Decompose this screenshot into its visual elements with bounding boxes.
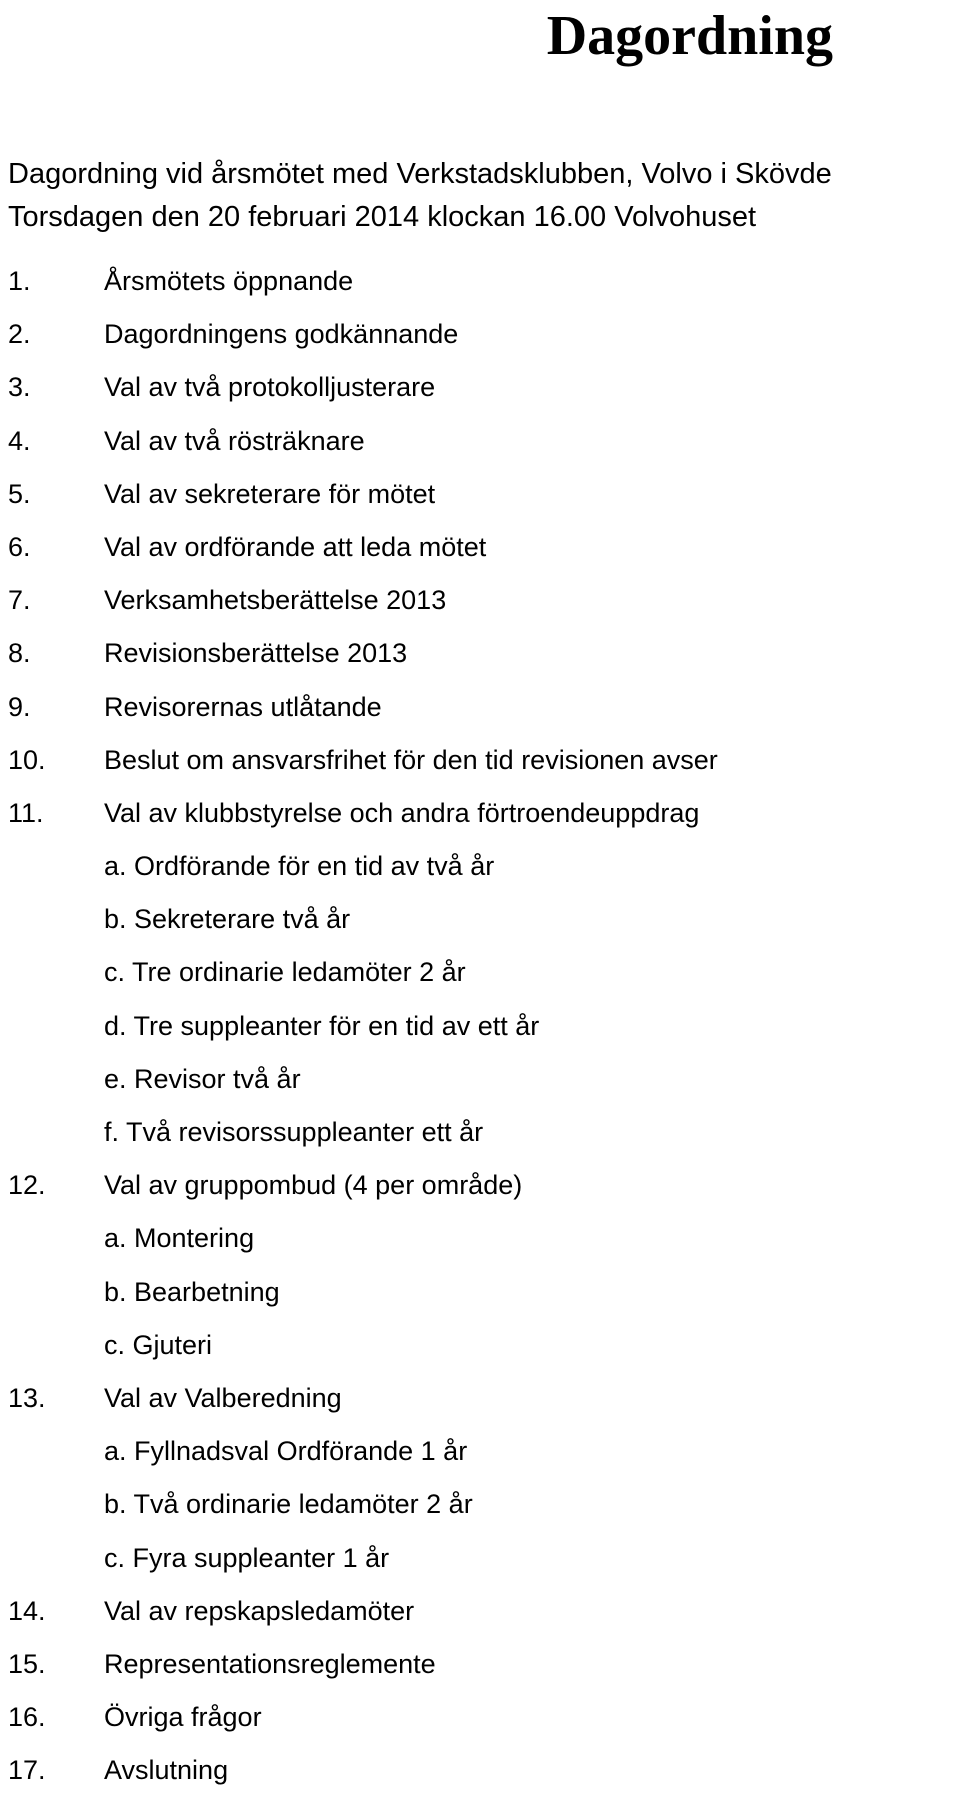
agenda-item-text: Avslutning bbox=[104, 1755, 229, 1786]
agenda-item-number: 16. bbox=[8, 1702, 46, 1733]
agenda-item-text: Årsmötets öppnande bbox=[104, 266, 354, 296]
agenda-subitem bbox=[8, 851, 948, 904]
agenda-item bbox=[8, 1596, 948, 1649]
agenda-item-text: Representationsreglemente bbox=[104, 1648, 436, 1679]
agenda-item bbox=[8, 426, 948, 479]
agenda-item-text: Val av ordförande att leda mötet bbox=[104, 531, 487, 562]
agenda-subitem bbox=[8, 1011, 948, 1064]
agenda-item bbox=[8, 372, 948, 425]
agenda-item-text: Val av klubbstyrelse och andra förtroendeuppdrag bbox=[104, 797, 700, 828]
agenda-subitem bbox=[8, 904, 948, 957]
agenda-item-number: 12. bbox=[8, 1170, 46, 1201]
agenda-item-number: 4. bbox=[8, 425, 31, 456]
agenda-item-number: 10. bbox=[8, 744, 46, 775]
agenda-item bbox=[8, 745, 948, 798]
agenda-item-number: 9. bbox=[8, 691, 31, 722]
agenda-item bbox=[8, 319, 948, 372]
agenda-item-number: 3. bbox=[8, 372, 31, 403]
agenda-item-number: 13. bbox=[8, 1382, 46, 1413]
agenda-item bbox=[8, 1649, 948, 1702]
agenda-item bbox=[8, 1702, 948, 1755]
agenda-item-number: 6. bbox=[8, 531, 31, 562]
agenda-subitem bbox=[8, 1223, 948, 1276]
agenda-subitem bbox=[8, 1489, 948, 1542]
agenda-subitem bbox=[8, 957, 948, 1010]
agenda-item-text: c. Gjuteri bbox=[104, 1329, 213, 1360]
intro-line-date-time: Torsdagen den 20 februari 2014 klockan 16.00 Volvohuset bbox=[8, 201, 757, 233]
agenda-item-text: c. Tre ordinarie ledamöter 2 år bbox=[104, 957, 466, 988]
agenda-item-number: 15. bbox=[8, 1648, 46, 1679]
agenda-item-number: 11. bbox=[8, 797, 44, 828]
agenda-item-text: a. Montering bbox=[104, 1223, 255, 1254]
agenda-item bbox=[8, 479, 948, 532]
agenda-subitem bbox=[8, 1543, 948, 1596]
agenda-item-number: 2. bbox=[8, 319, 31, 350]
agenda-item-number: 17. bbox=[8, 1755, 46, 1786]
agenda-subitem bbox=[8, 1330, 948, 1383]
agenda-item-text: d. Tre suppleanter för en tid av ett år bbox=[104, 1010, 540, 1041]
agenda-item bbox=[8, 1170, 948, 1223]
agenda-item-text: Dagordningens godkännande bbox=[104, 319, 459, 350]
agenda-item-text: Val av gruppombud (4 per område) bbox=[104, 1170, 523, 1201]
agenda-item-text: Revisionsberättelse 2013 bbox=[104, 638, 408, 669]
agenda-item-text: b. Två ordinarie ledamöter 2 år bbox=[104, 1489, 473, 1520]
agenda-subitem bbox=[8, 1064, 948, 1117]
agenda-item-text: Val av sekreterare för mötet bbox=[104, 478, 436, 509]
agenda-subitem bbox=[8, 1277, 948, 1330]
page-title: Dagordning bbox=[546, 5, 833, 67]
agenda-item bbox=[8, 692, 948, 745]
agenda-item-text: Beslut om ansvarsfrihet för den tid revisionen avser bbox=[104, 744, 718, 775]
agenda-item bbox=[8, 585, 948, 638]
meeting-intro bbox=[8, 153, 832, 239]
agenda-item-text: b. Sekreterare två år bbox=[104, 904, 351, 935]
intro-line-meeting: Dagordning vid årsmötet med Verkstadsklubben, Volvo i Skövde bbox=[8, 158, 832, 190]
agenda-subitem bbox=[8, 1436, 948, 1489]
agenda-item-number: 1. bbox=[8, 266, 31, 296]
agenda-item-text: Verksamhetsberättelse 2013 bbox=[104, 585, 447, 616]
agenda-item bbox=[8, 1383, 948, 1436]
agenda-item-number: 14. bbox=[8, 1595, 46, 1626]
agenda-item-number: 7. bbox=[8, 585, 31, 616]
agenda-item-number: 5. bbox=[8, 478, 31, 509]
agenda-item-text: e. Revisor två år bbox=[104, 1063, 301, 1094]
agenda-item-text: Revisorernas utlåtande bbox=[104, 691, 382, 722]
agenda-list bbox=[8, 266, 948, 1808]
agenda-item-text: c. Fyra suppleanter 1 år bbox=[104, 1542, 390, 1573]
agenda-item-number: 8. bbox=[8, 638, 31, 669]
agenda-item bbox=[8, 798, 948, 851]
agenda-item bbox=[8, 532, 948, 585]
agenda-item-text: Val av Valberedning bbox=[104, 1382, 342, 1413]
agenda-item-text: Övriga frågor bbox=[104, 1702, 262, 1733]
agenda-item-text: Val av repskapsledamöter bbox=[104, 1595, 415, 1626]
agenda-item bbox=[8, 638, 948, 691]
agenda-subitem bbox=[8, 1117, 948, 1170]
agenda-item-text: Val av två protokolljusterare bbox=[104, 372, 436, 403]
agenda-item bbox=[8, 1755, 948, 1808]
agenda-item-text: b. Bearbetning bbox=[104, 1276, 280, 1307]
agenda-item-text: a. Ordförande för en tid av två år bbox=[104, 851, 495, 882]
agenda-item-text: Val av två rösträknare bbox=[104, 425, 365, 456]
agenda-item-text: f. Två revisorssuppleanter ett år bbox=[104, 1117, 484, 1147]
agenda-item bbox=[8, 266, 948, 319]
agenda-item-text: a. Fyllnadsval Ordförande 1 år bbox=[104, 1436, 468, 1467]
